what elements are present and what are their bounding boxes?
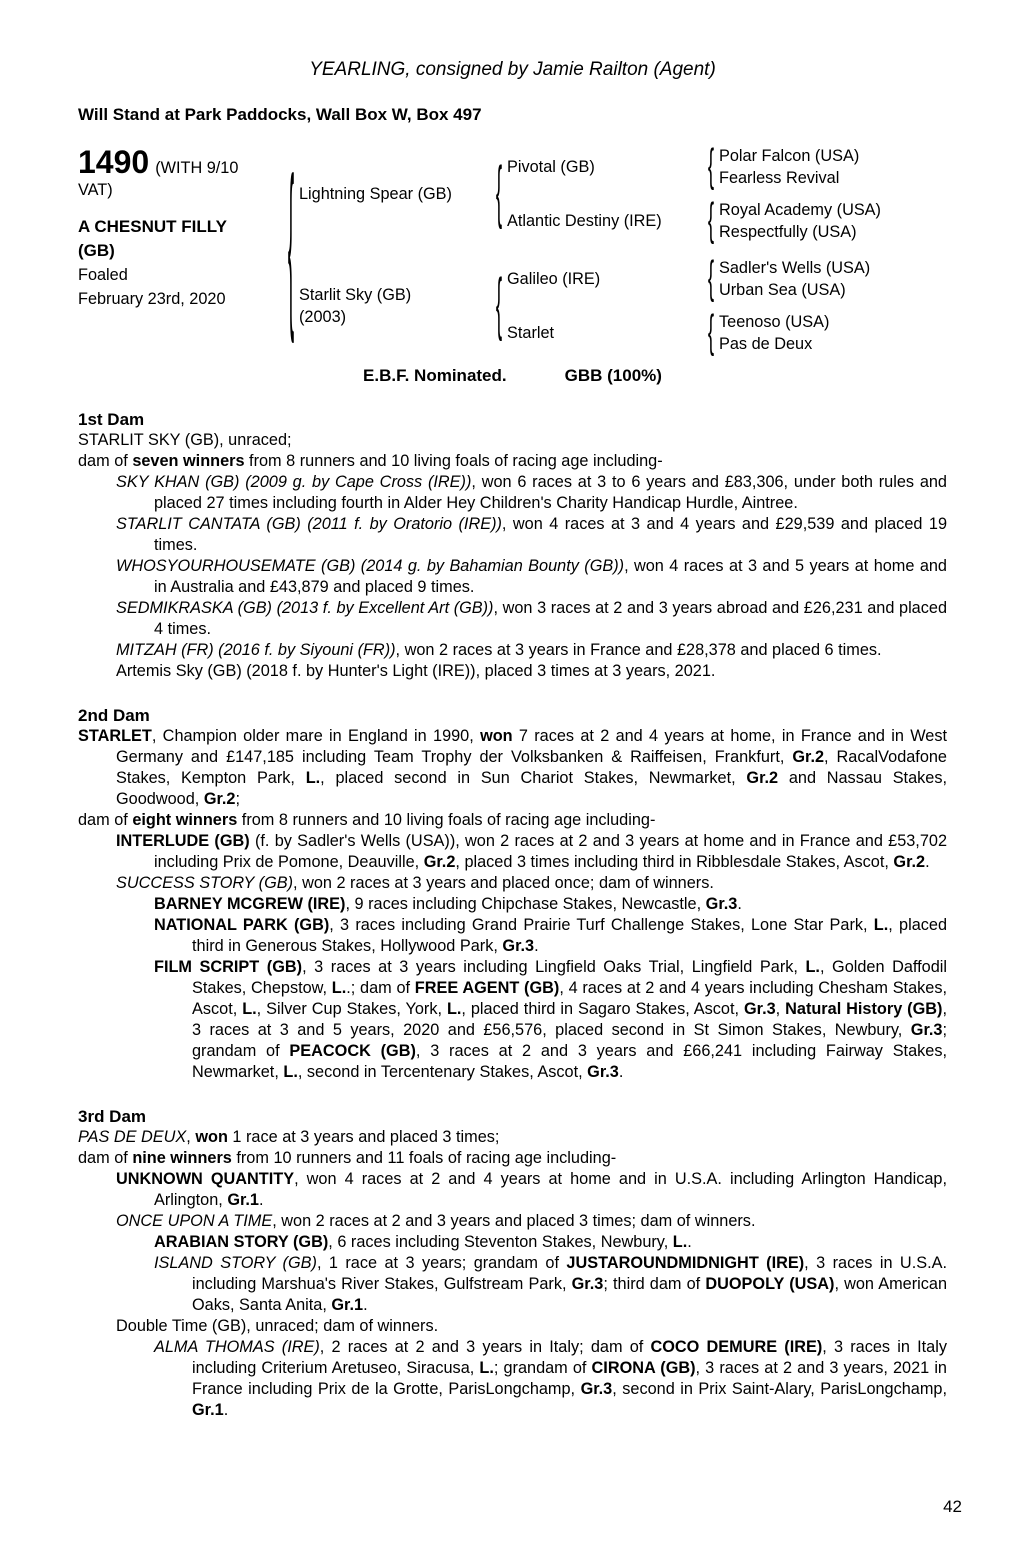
- text-segment: , won 3 races at 2 and 3 years abroad and £26,231 and placed 4 times.: [154, 599, 947, 638]
- text-segment: , placed second in Sun Chariot Stakes, Newmarket,: [320, 769, 747, 787]
- pedigree-gen3-name: Pas de Deux: [719, 335, 813, 353]
- lot-number: 1490: [78, 144, 150, 180]
- text-segment: Gr.3: [743, 1000, 776, 1018]
- pedigree-sire-name: Lightning Spear (GB): [299, 185, 452, 203]
- pedigree-paragraph: [78, 1148, 947, 1169]
- text-segment: SUCCESS STORY (GB): [116, 874, 294, 892]
- text-segment: NATIONAL PARK (GB): [154, 916, 330, 934]
- text-segment: , won 2 races at 3 years in France and £28,378 and placed 6 times.: [395, 641, 882, 659]
- text-segment: L.: [305, 769, 321, 787]
- text-segment: , 3 races at 2 and 3 years, 2021 in France including Prix de la Grotte, ParisLongchamp,: [192, 1359, 947, 1398]
- text-segment: from 8 runners and 10 living foals of racing age including-: [244, 452, 663, 470]
- pedigree-gen1-column: [299, 141, 881, 357]
- lot-head: [78, 145, 283, 179]
- text-segment: , 1 race at 3 years; grandam of: [316, 1254, 567, 1272]
- pedigree-gen3-name: Sadler's Wells (USA): [719, 259, 871, 277]
- lot-block: [78, 141, 947, 357]
- text-segment: , 3 races at 2 and 3 years and £66,241 including Fairway Stakes, Newmarket,: [192, 1042, 947, 1081]
- text-segment: Gr.2: [893, 853, 926, 871]
- text-segment: dam of: [78, 1149, 133, 1167]
- ebf-nominated-label: E.B.F. Nominated.: [363, 366, 507, 385]
- text-segment: , second in Prix Saint-Alary, ParisLongchamp,: [612, 1380, 947, 1398]
- text-segment: FREE AGENT (GB): [414, 979, 560, 997]
- foaled-label: Foaled: [78, 266, 128, 284]
- pedigree-dam-gen2-column: [507, 253, 871, 357]
- pedigree-paragraph: [78, 873, 947, 894]
- text-segment: DUOPOLY (USA): [705, 1275, 835, 1293]
- stand-location-line: Will Stand at Park Paddocks, Wall Box W, Box 497: [78, 105, 482, 124]
- text-segment: L.: [242, 1000, 257, 1018]
- pedigree-gen3-name: Polar Falcon (USA): [719, 147, 860, 165]
- page-title: YEARLING, consigned by Jamie Railton (Agent): [309, 59, 716, 80]
- pedigree-gen3-pair: [719, 145, 859, 189]
- page-number: 42: [943, 1497, 962, 1516]
- pedigree-paragraph: [78, 1232, 947, 1253]
- text-segment: FILM SCRIPT (GB): [154, 958, 303, 976]
- text-segment: .: [687, 1233, 692, 1251]
- text-segment: STARLET: [78, 727, 152, 745]
- text-segment: , won 4 races at 2 and 4 years at home and in U.S.A. including Arlington Handicap, Arlington,: [154, 1170, 947, 1209]
- pedigree-paragraph: [78, 640, 947, 661]
- filly-description-line1: A CHESNUT FILLY: [78, 217, 227, 236]
- pedigree-gen3-name: Royal Academy (USA): [719, 201, 881, 219]
- pedigree-paragraph: [78, 1316, 947, 1337]
- text-segment: , 3 races in Italy including Criterium Aretuseo, Siracusa,: [192, 1338, 947, 1377]
- text-segment: ; third dam of: [603, 1275, 706, 1293]
- text-segment: Double Time (GB), unraced; dam of winners.: [116, 1317, 439, 1335]
- text-segment: MITZAH (FR) (2016 f. by Siyouni (FR)): [116, 641, 396, 659]
- pedigree-gen3-pair: [719, 199, 881, 243]
- text-segment: ISLAND STORY (GB): [154, 1254, 317, 1272]
- text-segment: ONCE UPON A TIME: [116, 1212, 273, 1230]
- text-segment: L.: [331, 979, 347, 997]
- text-segment: BARNEY MCGREW (IRE): [154, 895, 346, 913]
- pedigree-paragraph: [78, 430, 947, 451]
- text-segment: , 3 races in U.S.A. including Marshua's River Stakes, Gulfstream Park,: [192, 1254, 947, 1293]
- text-segment: , won 2 races at 2 and 3 years and placed 3 times; dam of winners.: [272, 1212, 756, 1230]
- text-segment: , 3 races at 3 and 5 years, 2020 and £56,576, placed second in St Simon Stakes, Newbury,: [192, 1000, 947, 1039]
- pedigree-tree: [283, 141, 947, 357]
- text-segment: WHOSYOURHOUSEMATE (GB) (2014 g. by Bahamian Bounty (GB)): [116, 557, 625, 575]
- text-segment: ALMA THOMAS (IRE): [154, 1338, 320, 1356]
- pedigree-paragraph: [78, 1127, 947, 1148]
- text-segment: UNKNOWN QUANTITY: [116, 1170, 295, 1188]
- pedigree-paragraph: [78, 726, 947, 810]
- text-segment: won: [480, 727, 513, 745]
- text-segment: Gr.3: [580, 1380, 613, 1398]
- text-segment: , won 4 races at 3 and 4 years and £29,539 and placed 19 times.: [154, 515, 947, 554]
- pedigree-paragraph: [78, 957, 947, 1083]
- section-title: 2nd Dam: [78, 706, 150, 725]
- text-segment: STARLIT SKY (GB), unraced;: [78, 431, 292, 449]
- text-segment: Gr.2: [203, 790, 236, 808]
- pedigree-paragraph: [78, 1337, 947, 1421]
- text-segment: , Champion older mare in England in 1990,: [151, 727, 481, 745]
- text-segment: .: [534, 937, 539, 955]
- text-segment: ARABIAN STORY (GB): [154, 1233, 329, 1251]
- text-segment: Gr.1: [227, 1191, 259, 1209]
- pedigree-brace-dam-icon: {: [495, 266, 503, 343]
- pedigree-paragraph: [78, 810, 947, 831]
- pedigree-paragraph: [78, 598, 947, 640]
- text-segment: ,: [186, 1128, 196, 1146]
- pedigree-brace-root-icon: {: [287, 146, 295, 348]
- pedigree-dam-year: (2003): [299, 308, 347, 326]
- text-segment: .; dam of: [346, 979, 415, 997]
- text-segment: .: [223, 1401, 229, 1419]
- pedigree-brace-icon: {: [707, 195, 715, 245]
- text-segment: SEDMIKRASKA (GB) (2013 f. by Excellent Art (GB)): [116, 599, 494, 617]
- text-segment: from 10 runners and 11 foals of racing age including-: [231, 1149, 617, 1167]
- filly-description: [78, 215, 283, 263]
- text-segment: L.: [672, 1233, 688, 1251]
- text-segment: COCO DEMURE (IRE): [650, 1338, 823, 1356]
- pedigree-paragraph: [78, 514, 947, 556]
- pedigree-paragraph: [78, 451, 947, 472]
- pedigree-paragraph: [78, 1169, 947, 1211]
- text-segment: Gr.3: [910, 1021, 943, 1039]
- pedigree-sire-node: [299, 141, 881, 245]
- pedigree-paragraph: [78, 1211, 947, 1232]
- text-segment: , placed third in Generous Stakes, Hollywood Park,: [192, 916, 948, 955]
- text-segment: , 9 races including Chipchase Stakes, Newcastle,: [345, 895, 706, 913]
- text-segment: .: [618, 1063, 624, 1081]
- vat-note-line2: VAT): [78, 181, 113, 199]
- text-segment: , won 6 races at 3 to 6 years and £83,306, under both rules and placed 27 times including fourth in Alder Hey Children's Charity Handicap Hurdle, Aintree.: [154, 473, 947, 512]
- text-segment: , Golden Daffodil Stakes, Chepstow,: [192, 958, 948, 997]
- pedigree-brace-icon: {: [707, 307, 715, 357]
- nominations-line: [78, 365, 947, 386]
- text-segment: .: [259, 1191, 264, 1209]
- text-segment: , won American Oaks, Santa Anita,: [192, 1275, 947, 1314]
- pedigree-sire-gen2-column: [507, 141, 881, 245]
- text-segment: L.: [873, 916, 889, 934]
- text-segment: .: [925, 853, 930, 871]
- pedigree-paragraph: [78, 831, 947, 873]
- pedigree-gen2-name: Starlet: [507, 324, 555, 342]
- text-segment: from 8 runners and 10 living foals of racing age including-: [237, 811, 656, 829]
- pedigree-gen3-name: Urban Sea (USA): [719, 281, 846, 299]
- text-segment: , RacalVodafone Stakes, Kempton Park,: [116, 748, 947, 787]
- section-title: 1st Dam: [78, 410, 145, 429]
- text-segment: INTERLUDE (GB): [116, 832, 250, 850]
- pedigree-dam-name-line: Starlit Sky (GB): [299, 286, 412, 304]
- dam-sections: [78, 409, 947, 1421]
- lot-info: [78, 145, 283, 355]
- pedigree-gen3-pair: [719, 257, 870, 301]
- text-segment: seven winners: [132, 452, 245, 470]
- text-segment: PAS DE DEUX: [78, 1128, 187, 1146]
- text-segment: Gr.2: [423, 853, 456, 871]
- text-segment: , 2 races at 2 and 3 years in Italy; dam of: [319, 1338, 651, 1356]
- text-segment: PEACOCK (GB): [289, 1042, 416, 1060]
- text-segment: , second in Tercentenary Stakes, Ascot,: [297, 1063, 588, 1081]
- pedigree-brace-icon: {: [707, 141, 715, 191]
- text-segment: Gr.1: [192, 1401, 224, 1419]
- text-segment: (f. by Sadler's Wells (USA)), won 2 races at 2 and 3 years at home and in France and £53,702 including Prix de Pomone, Deauville,: [154, 832, 947, 871]
- text-segment: L.: [479, 1359, 494, 1377]
- foaled-date: February 23rd, 2020: [78, 290, 226, 308]
- text-segment: dam of: [78, 452, 133, 470]
- pedigree-gen2-name: Pivotal (GB): [507, 158, 595, 176]
- text-segment: eight winners: [132, 811, 238, 829]
- pedigree-paragraph: [78, 472, 947, 514]
- filly-description-line2: (GB): [78, 241, 115, 260]
- text-segment: STARLIT CANTATA (GB) (2011 f. by Oratorio (IRE)): [116, 515, 502, 533]
- text-segment: , placed 3 times including third in Ribblesdale Stakes, Ascot,: [455, 853, 894, 871]
- vat-note-line1: (WITH 9/10: [155, 159, 239, 177]
- text-segment: L.: [805, 958, 820, 976]
- text-segment: , 6 races including Steventon Stakes, Newbury,: [328, 1233, 673, 1251]
- gbb-label: GBB (100%): [564, 366, 662, 385]
- pedigree-gen3-pair: [719, 311, 829, 355]
- pedigree-brace-icon: {: [707, 253, 715, 303]
- pedigree-paragraph: [78, 894, 947, 915]
- pedigree-gen3-name: Fearless Revival: [719, 169, 840, 187]
- text-segment: ,: [775, 1000, 786, 1018]
- pedigree-dam-name: [299, 284, 491, 328]
- text-segment: Artemis Sky (GB) (2018 f. by Hunter's Light (IRE)), placed 3 times at 3 years, 2021.: [116, 662, 716, 680]
- text-segment: and Nassau Stakes, Goodwood,: [116, 769, 947, 808]
- text-segment: L.: [283, 1063, 298, 1081]
- text-segment: nine winners: [132, 1149, 232, 1167]
- text-segment: Gr.3: [571, 1275, 604, 1293]
- pedigree-gen2-node: [507, 141, 881, 191]
- pedigree-paragraph: [78, 556, 947, 598]
- pedigree-gen2-node: [507, 253, 871, 303]
- text-segment: Gr.2: [792, 748, 825, 766]
- pedigree-gen3-name: Respectfully (USA): [719, 223, 857, 241]
- text-segment: , won 2 races at 3 years and placed once; dam of winners.: [293, 874, 714, 892]
- text-segment: L.: [446, 1000, 462, 1018]
- text-segment: Gr.1: [331, 1296, 364, 1314]
- text-segment: Gr.2: [746, 769, 779, 787]
- text-segment: Natural History (GB): [785, 1000, 943, 1018]
- text-segment: , placed third in Sagaro Stakes, Ascot,: [461, 1000, 744, 1018]
- text-segment: , 4 races at 2 and 4 years including Chesham Stakes, Ascot,: [192, 979, 947, 1018]
- pedigree-paragraph: [78, 1253, 947, 1316]
- pedigree-gen2-node: [507, 307, 870, 357]
- text-segment: won: [195, 1128, 228, 1146]
- text-segment: dam of: [78, 811, 133, 829]
- text-segment: ;: [235, 790, 241, 808]
- pedigree-gen2-name: Galileo (IRE): [507, 270, 601, 288]
- text-segment: JUSTAROUNDMIDNIGHT (IRE): [566, 1254, 805, 1272]
- text-segment: Gr.3: [502, 937, 535, 955]
- section-title: 3rd Dam: [78, 1107, 147, 1126]
- text-segment: SKY KHAN (GB) (2009 g. by Cape Cross (IRE)): [116, 473, 472, 491]
- text-segment: , Silver Cup Stakes, York,: [256, 1000, 447, 1018]
- text-segment: , 3 races including Grand Prairie Turf Challenge Stakes, Lone Star Park,: [329, 916, 874, 934]
- text-segment: CIRONA (GB): [591, 1359, 696, 1377]
- pedigree-paragraph: [78, 915, 947, 957]
- text-segment: ; grandam of: [192, 1021, 947, 1060]
- pedigree-gen3-name: Teenoso (USA): [719, 313, 830, 331]
- text-segment: Gr.3: [587, 1063, 619, 1081]
- pedigree-gen2-node: [507, 195, 881, 245]
- text-segment: Gr.3: [705, 895, 738, 913]
- text-segment: .: [363, 1296, 368, 1314]
- text-segment: 7 races at 2 and 4 years at home, in France and in West Germany and £147,185 including Team Trophy der Volksbanken & Raiffeisen, Frankfurt,: [116, 727, 947, 766]
- text-segment: , won 4 races at 3 and 5 years at home and in Australia and £43,879 and placed 9 times.: [154, 557, 947, 596]
- text-segment: 1 race at 3 years and placed 3 times;: [227, 1128, 500, 1146]
- text-segment: .: [737, 895, 742, 913]
- pedigree-gen2-name: Atlantic Destiny (IRE): [507, 212, 662, 230]
- text-segment: , 3 races at 3 years including Lingfield Oaks Trial, Lingfield Park,: [302, 958, 806, 976]
- pedigree-brace-sire-icon: {: [495, 154, 503, 231]
- pedigree-dam-node: [299, 253, 881, 357]
- text-segment: ; grandam of: [493, 1359, 592, 1377]
- pedigree-paragraph: [78, 661, 947, 682]
